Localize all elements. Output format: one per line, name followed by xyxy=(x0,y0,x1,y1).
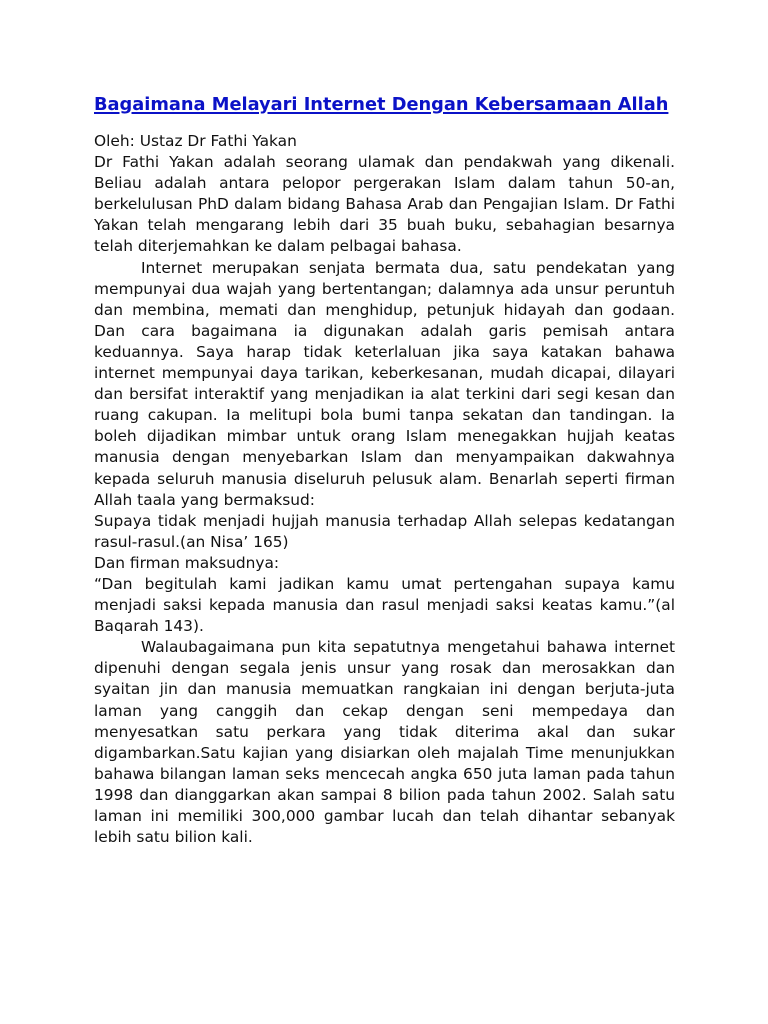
article-body xyxy=(94,131,675,848)
quran-quote-al-baqarah: “Dan begitulah kami jadikan kamu umat pertengahan supaya kamu menjadi saksi kepada manusia dan rasul menjadi saksi keatas kamu.”(al Baqarah 143). xyxy=(94,574,675,636)
internet-dangers-paragraph: Walaubagaimana pun kita sepatutnya mengetahui bahawa internet dipenuhi dengan segala jenis unsur yang rosak dan merosakkan dan syaitan jin dan manusia memuatkan rangkaian ini dengan berjuta-juta laman yang canggih dan cekap dengan seni mempedaya dan menyesatkan satu perkara yang tidak diterima akal dan sukar digambarkan.Satu kajian yang disiarkan oleh majalah Time menunjukkan bahawa bilangan laman seks mencecah angka 650 juta laman pada tahun 1998 dan dianggarkan akan sampai 8 bilion pada tahun 2002. Salah satu laman ini memiliki 300,000 gambar lucah dan telah dihantar sebanyak lebih satu bilion kali. xyxy=(94,638,675,847)
document-page xyxy=(94,92,675,848)
page-title xyxy=(94,92,675,117)
firman-intro: Dan firman maksudnya: xyxy=(94,553,280,572)
author-bio-paragraph: Dr Fathi Yakan adalah seorang ulamak dan pendakwah yang dikenali. Beliau adalah antara pelopor pergerakan Islam dalam tahun 50-an, berkelulusan PhD dalam bidang Bahasa Arab dan Pengajian Islam. Dr Fathi Yakan telah mengarang lebih dari 35 buah buku, sebahagian besarnya telah diterjemahkan ke dalam pelbagai bahasa. xyxy=(94,153,675,256)
author-line: Oleh: Ustaz Dr Fathi Yakan xyxy=(94,132,297,150)
quran-quote-an-nisa: Supaya tidak menjadi hujjah manusia terhadap Allah selepas kedatangan rasul-rasul.(an Nisa’ 165) xyxy=(94,511,675,551)
internet-paragraph: Internet merupakan senjata bermata dua, satu pendekatan yang mempunyai dua wajah yang bertentangan; dalamnya ada unsur peruntuh dan membina, memati dan menghidup, petunjuk hidayah dan godaan. Dan cara bagaimana ia digunakan adalah garis pemisah antara keduannya. Saya harap tidak keterlaluan jika saya katakan bahawa internet mempunyai daya tarikan, keberkesanan, mudah dicapai, dilayari dan bersifat interaktif yang menjadikan ia alat terkini dari segi kesan dan ruang cakupan. Ia melitupi bola bumi tanpa sekatan dan tandingan. Ia boleh dijadikan mimbar untuk orang Islam menegakkan hujjah keatas manusia dengan menyebarkan Islam dan menyampaikan dakwahnya kepada seluruh manusia diseluruh pelusuk alam. Benarlah seperti firman Allah taala yang bermaksud: xyxy=(94,258,675,509)
title-link[interactable]: Bagaimana Melayari Internet Dengan Kebersamaan Allah xyxy=(94,94,669,115)
